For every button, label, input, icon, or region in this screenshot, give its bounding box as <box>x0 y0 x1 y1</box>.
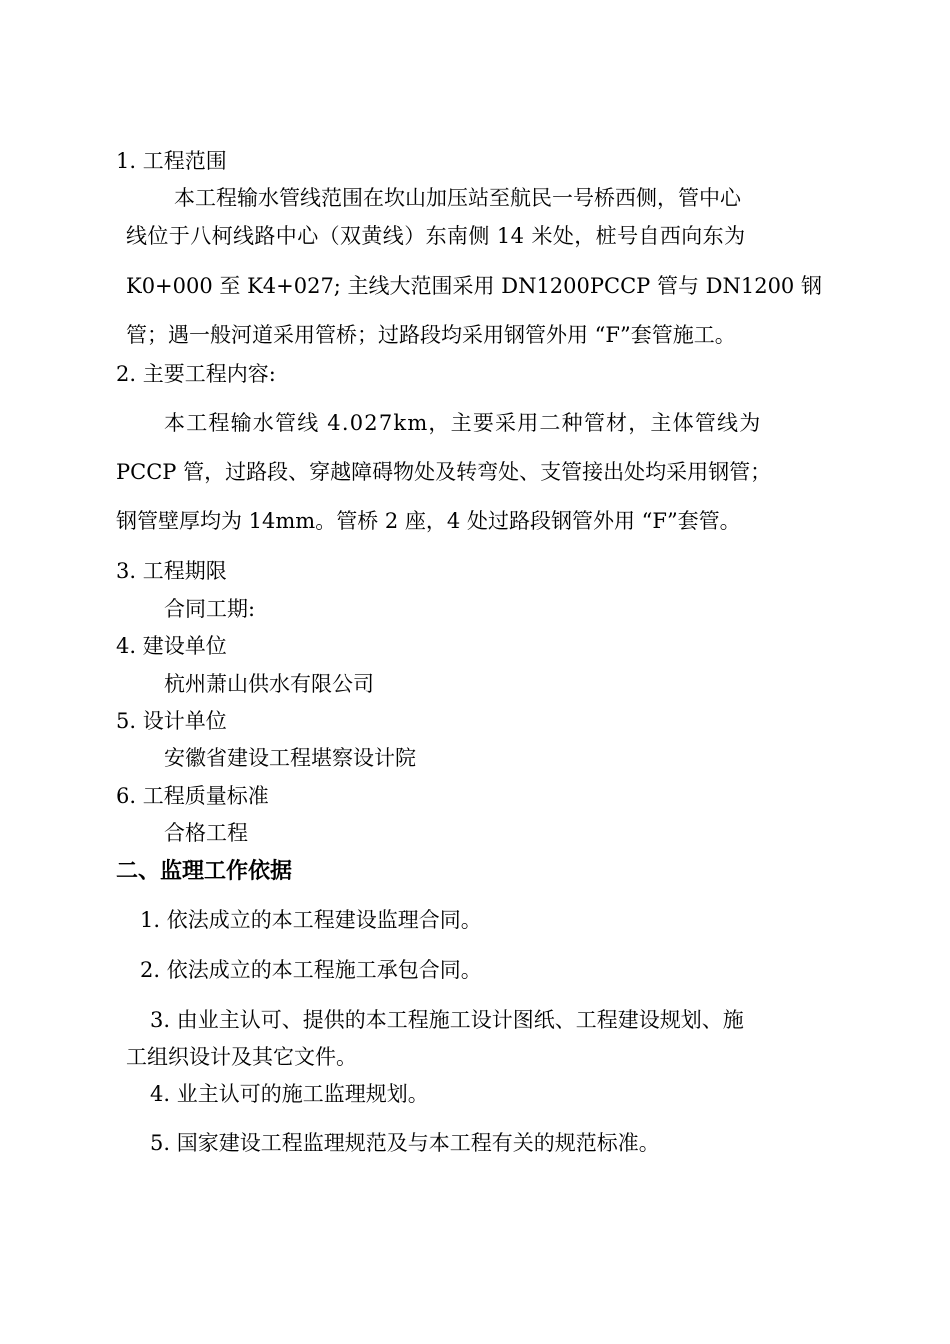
basis-item-1: 1. 依法成立的本工程建设监理合同。 <box>140 908 482 932</box>
scope-paragraph-line-1: 本工程输水管线范围在坎山加压站至航民一号桥西侧，管中心 <box>174 186 741 210</box>
heading-quality: 6. 工程质量标准 <box>116 784 269 808</box>
basis-item-5: 5. 国家建设工程监理规范及与本工程有关的规范标准。 <box>150 1131 660 1155</box>
heading-owner: 4. 建设单位 <box>116 634 227 658</box>
basis-item-3-line-2: 工组织设计及其它文件。 <box>126 1045 357 1069</box>
heading-duration: 3. 工程期限 <box>116 559 227 583</box>
duration-value: 合同工期: <box>164 597 256 621</box>
quality-value: 合格工程 <box>164 821 248 845</box>
content-paragraph-line-1: 本工程输水管线 4.027km，主要采用二种管材，主体管线为 <box>164 411 762 435</box>
heading-scope: 1. 工程范围 <box>116 149 227 173</box>
content-paragraph-line-3: 钢管壁厚均为 14mm。管桥 2 座，4 处过路段钢管外用 “F”套管。 <box>116 509 741 533</box>
scope-paragraph-line-4: 管；遇一般河道采用管桥；过路段均采用钢管外用 “F”套管施工。 <box>126 323 736 347</box>
scope-paragraph-line-2: 线位于八柯线路中心（双黄线）东南侧 14 米处，桩号自西向东为 <box>126 224 746 248</box>
scope-paragraph-line-3: K0+000 至 K4+027; 主线大范围采用 DN1200PCCP 管与 DN1200 钢 <box>126 274 822 298</box>
basis-item-2: 2. 依法成立的本工程施工承包合同。 <box>140 958 482 982</box>
designer-value: 安徽省建设工程堪察设计院 <box>164 746 416 770</box>
basis-item-4: 4. 业主认可的施工监理规划。 <box>150 1082 429 1106</box>
content-paragraph-line-2: PCCP 管，过路段、穿越障碍物处及转弯处、支管接出处均采用钢管； <box>116 460 772 484</box>
heading-main-content: 2. 主要工程内容: <box>116 362 276 386</box>
owner-value: 杭州萧山供水有限公司 <box>164 672 374 696</box>
basis-item-3-line-1: 3. 由业主认可、提供的本工程施工设计图纸、工程建设规划、施 <box>150 1008 744 1032</box>
section-title-basis: 二、监理工作依据 <box>116 858 293 884</box>
heading-designer: 5. 设计单位 <box>116 709 227 733</box>
